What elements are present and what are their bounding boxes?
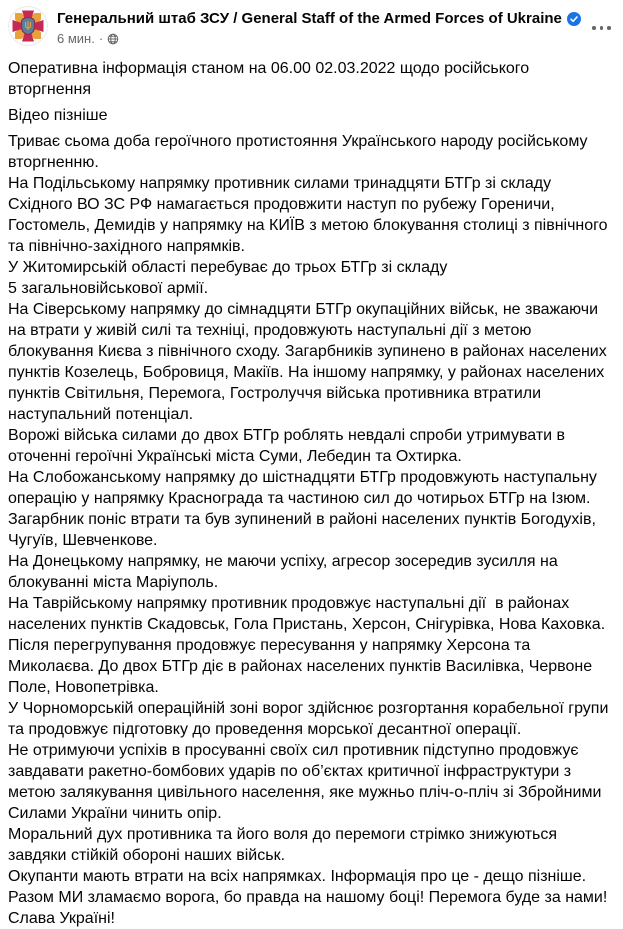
post-paragraph — [8, 105, 615, 126]
post-line: Ворожі війська силами до двох БТГр роблять невдалі спроби утримувати в оточенні героїчні Українські міста Суми, Лебедин та Охтирка. — [8, 427, 570, 465]
dot-icon — [600, 26, 604, 30]
post-header — [8, 6, 615, 47]
post-line: Окупанти мають втрати на всіх напрямках. Інформація про це - дещо пізніше. — [8, 868, 587, 885]
dot-icon — [592, 26, 596, 30]
armed-forces-emblem-icon — [8, 6, 48, 46]
post-line: На Слобожанському напрямку до шістнадцяти БТГр продовжують наступальну операцію у напрямку Краснограда та частиною сил до чотирьох БТГр на Ізюм. Загарбник поніс втрати та був зупинений в районі населених пунктів Богодухів, Чугуїв, Шевченкове. — [8, 469, 602, 549]
post-line: У Житомирській області перебуває до трьох БТГр зі складу — [8, 259, 448, 276]
post-line: У Чорноморській операційній зоні ворог здійснює розгортання корабельної групи та продовжує підготовку до проведення морської десантної операції. — [8, 700, 613, 738]
post-text — [8, 58, 615, 929]
post-line: 5 загальновійськової армії. — [8, 280, 209, 297]
globe-privacy-icon — [107, 33, 119, 45]
meta-separator: · — [98, 31, 104, 46]
dot-icon — [607, 26, 611, 30]
post-line: Оперативна інформація станом на 06.00 02.03.2022 щодо російського вторгнення — [8, 60, 534, 98]
post-line: На Подільському напрямку противник силами тринадцяти БТГр зі складу Східного ВО ЗС РФ намагається продовжити наступ по рубежу Гореничи, Гостомель, Демидів у напрямку на КИЇВ з метою блокування столиці з північного та північно-західного напрямків. — [8, 175, 612, 255]
page-name-row — [57, 9, 615, 28]
post-line: Моральний дух противника та його воля до перемоги стрімко знижуються завдяки стійкій обороні наших військ. — [8, 826, 562, 864]
post-paragraph — [8, 131, 615, 929]
header-text — [57, 6, 615, 47]
post-paragraph — [8, 58, 615, 100]
page-name-link[interactable]: Генеральний штаб ЗСУ / General Staff of the Armed Forces of Ukraine — [57, 10, 562, 27]
post-line: Не отримуючи успіхів в просуванні своїх сил противник підступно продовжує завдавати ракетно-бомбових ударів по об’єктах критичної інфраструктури з метою залякування цивільного населення, яке мужньо пліч-о-пліч зі Збройними Силами України чинить опір. — [8, 742, 606, 822]
post-options-button[interactable] — [590, 20, 613, 36]
post-line: На Таврійському напрямку противник продовжує наступальні дії в районах населених пунктів Скадовськ, Гола Пристань, Херсон, Снігурівка, Нова Каховка. Після перегрупування продовжує пересування у напрямку Херсона та Миколаєва. До двох БТГр діє в районах населених пунктів Василівка, Червоне Поле, Новопетрівка. — [8, 595, 610, 696]
timestamp-link[interactable]: 6 мин. — [57, 31, 95, 46]
post-line: Триває сьома доба героїчного протистояння Українського народу російському вторгненню. — [8, 133, 592, 171]
page-avatar[interactable] — [8, 6, 48, 46]
post-line: Разом МИ зламаємо ворога, бо правда на нашому боці! Перемога буде за нами! Слава Україні! — [8, 889, 612, 927]
post-line: Відео пізніше — [8, 107, 108, 124]
post-line: На Сіверському напрямку до сімнадцяти БТГр окупаційних військ, не зважаючи на втрати у живій силі та техніці, продовжують наступальні дії з метою блокування Києва з північного сходу. Загарбників зупинено в районах населених пунктів Козелець, Бобровиця, Макіїв. На іншому напрямку, у районах населених пунктів Світильня, Перемога, Гостролуччя війська противника втратили наступальний потенціал. — [8, 301, 612, 423]
post-line: На Донецькому напрямку, не маючи успіху, агресор зосередив зусилля на блокуванні міста Маріуполь. — [8, 553, 563, 591]
post-meta-row — [57, 30, 615, 47]
verified-badge-icon — [567, 12, 581, 26]
